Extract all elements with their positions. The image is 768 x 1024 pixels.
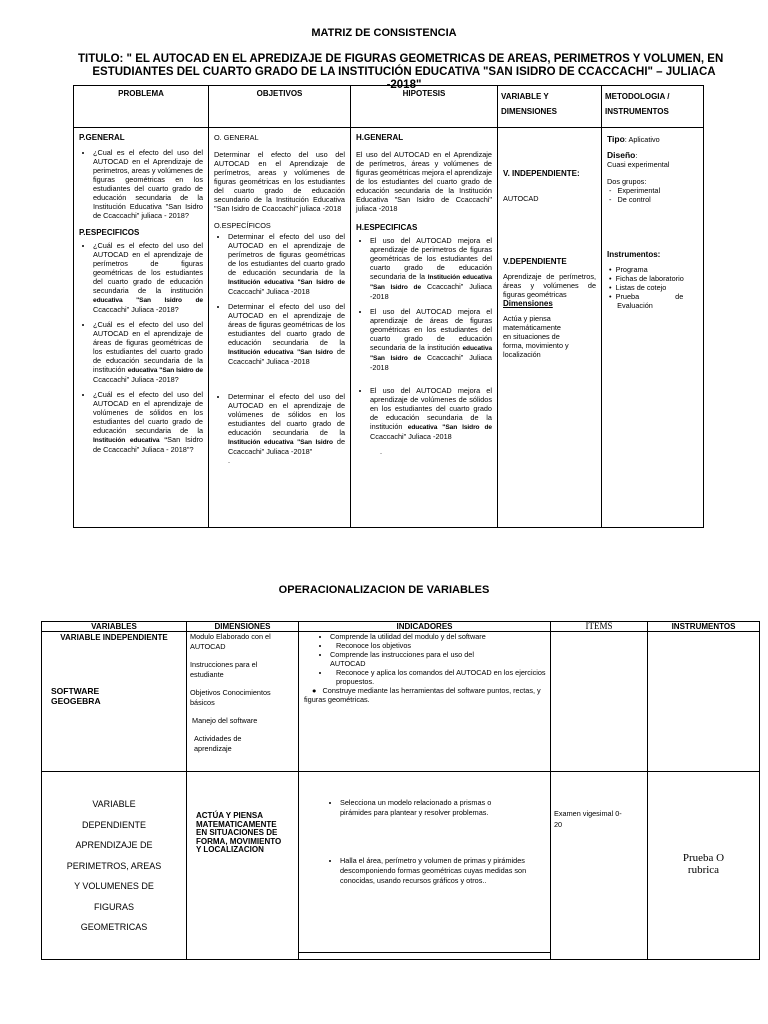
objetivo-esp2-text: Determinar el efecto del uso del AUTOCAD en el aprendizaje de áreas de figuras geométricas de los estudiantes del cuarto grado de educación secundaria de la [228,302,345,347]
header-problema: PROBLEMA [74,86,209,128]
variable-dep-text: Aprendizaje de perímetros, áreas y volúmenes de figuras geométricas [503,272,596,299]
tipo-label: Tipo [607,134,625,144]
problema-esp2-text: ¿Cuál es el efecto del uso del AUTOCAD en el aprendizaje de áreas de figuras geométricas de los estudiantes del cuarto grado de educación secundaria de la institución [93,320,203,374]
hipotesis-esp3-end: Ccaccachi" Juliaca -2018 [370,432,452,441]
variable-cell [498,128,602,528]
variable-dep-title: V.DEPENDIENTE [503,257,567,266]
instrumento-item: • Fichas de laboratorio [609,274,684,283]
hipotesis-especifica-2 [370,307,492,372]
row1-indicador-item: • Reconoce los objetivos [330,641,547,650]
row2-variable-line: GEOMETRICAS [80,922,148,932]
objetivo-esp1-end: Ccaccachi" Juliaca -2018 [228,287,310,296]
objetivos-especificos-title: O.ESPECÍFICOS [214,221,271,230]
hipotesis-general-text: El uso del AUTOCAD en el Aprendizaje de perímetros, áreas y volúmenes de figuras geométricas mejora el aprendizaje de los estudiantes del cuarto grado de educación secundaria de la Institución Educativa "San Isidro de Ccaccachi" juliaca -2018 [356,150,492,213]
instrumento-item: • Listas de cotejo [609,283,667,292]
problema-esp1-end: Ccaccachi" Juliaca -2018? [93,305,179,314]
row1-indicador-item: • Comprende las instrucciones para el uso del AUTOCAD [330,650,480,668]
row2-items-cell [551,772,648,960]
row2-variable-line: FIGURAS [93,901,134,912]
row2-indicador-item: • Halla el área, perímetro y volumen de primas y pirámides descomponiendo formas geométricas cuyas medidas son conocidas, usando recursos gráficos y otros.. [340,856,530,886]
header-items: ITEMS [551,622,648,632]
operacionalizacion-row-2 [42,772,760,960]
operacionalizacion-row-1 [42,632,760,772]
header-hipotesis: HIPOTESIS [351,86,498,128]
header-indicadores: INDICADORES [299,622,551,632]
operacionalizacion-header-row [42,622,760,632]
hipotesis-dot: . [380,447,383,456]
grupo-2: - De control [609,195,651,204]
consistency-matrix-table [73,85,704,528]
row2-variable-cell [42,772,187,960]
problema-esp2-inst: educativa "San Isidro de [127,367,203,374]
row2-dimension-cell [187,772,299,960]
row2-instrumentos: Prueba O rubrica [682,852,725,876]
research-title-line1: TITULO: " EL AUTOCAD EN EL APREDIZAJE DE FIGURAS GEOMETRICAS DE AREAS, PERIMETROS Y VOLUMEN, EN [78,53,724,65]
problema-esp2-end: Ccaccachi" Juliaca -2018? [93,375,179,384]
row2-instrumentos-cell [648,772,760,960]
matrix-body-row [74,128,704,528]
objetivo-esp3-inst: Institución educativa "San Isidro [228,439,333,446]
problema-general-item: • ¿Cual es el efecto del uso del AUTOCAD en el Aprendizaje de perimetros, areas y volúmenes de figuras geométricas en los estudiantes del cuarto grado de educación secundaria de la Institución Educativa "San Isidro de Ccaccachi" juliaca - 2018? [93,148,203,220]
objetivos-general-text: Determinar el efecto del uso del AUTOCAD en el Aprendizaje de perímetros, areas y volúmenes de figuras geométricas en los estudiantes del cuarto grado de educación secundario de la Institución Educativa "San Isidro de Ccaccachi" juliaca -2018 [214,150,345,213]
objetivo-especifico-2 [228,302,345,366]
hipotesis-esp3-text: El uso del AUTOCAD mejora el aprendizaje de volúmenes de sólidos en los estudiantes del cuarto grado de educación secundaria de la institución [370,386,492,431]
problema-esp3-end: San Isidro de Ccaccachi" Juliaca - 2018"? [93,435,203,454]
objetivos-cell [209,128,351,528]
header-dimensiones: DIMENSIONES [187,622,299,632]
hipotesis-esp2-end: Ccaccachi" Juliaca -2018 [370,353,492,372]
diseno-colon: : [635,151,638,160]
objetivo-esp2-inst: Institución educativa "San Isidro [228,349,333,356]
objetivos-general-title: O. GENERAL [214,133,259,142]
objetivo-especifico-1 [228,232,345,296]
variable-dimensiones-title: Dimensiones [503,299,553,308]
hipotesis-esp1-text: El uso del AUTOCAD mejora el aprendizaje de perimetros de figuras geométricas de los estudiantes del cuarto grado de educación secundaria de la [370,236,492,281]
operacionalizacion-table [41,621,760,960]
variable-dimensiones-text: Actúa y piensa matemáticamente en situaciones de forma, movimiento y localización [503,314,569,359]
instrumento-item: • Programa [609,265,648,274]
objetivo-esp3-text: Determinar el efecto del uso del AUTOCAD en el aprendizaje de volúmenes de sólidos en los estudiantes del cuarto grado de educación secundaria de la [228,392,345,437]
row2-variable-line: PERIMETROS, AREAS [66,860,162,871]
row1-dimensiones-cell [187,632,299,772]
problema-esp1-text: ¿Cuál es el efecto del uso del AUTOCAD en el aprendizaje de perímetros de figuras geométricas de los estudiantes del cuarto grado de educación secundaria de la institución [93,241,203,295]
row2-items: Examen vigesimal 0-20 [554,809,622,829]
row2-variable-line: Y VOLUMENES DE [74,881,154,891]
row2-indicador-item: • Selecciona un modelo relacionado a prismas o pirámides para plantear y resolver problemas. [340,798,520,818]
row1-dimension-item: Objetivos Conocimientos básicos [190,688,271,707]
hipotesis-esp3-inst: educativa "San Isidro de [407,424,492,431]
instrumento-item: • Prueba de [609,292,684,301]
hipotesis-especificas-title: H.ESPECIFICAS [356,223,418,232]
matrix-header-row [74,86,704,128]
problema-cell [74,128,209,528]
diseno-label: Diseño [607,150,636,160]
row2-variable [45,774,183,938]
metodologia-cell [602,128,704,528]
objetivo-esp1-inst: Institución educativa "San Isidro de [228,279,345,286]
objetivo-esp3-end: de Ccaccachi" Juliaca -2018" [228,437,346,456]
problema-especifico-1 [93,241,203,314]
row1-items-cell [551,632,648,772]
problema-especificos-title: P.ESPECIFICOS [79,228,140,237]
hipotesis-esp2-text: El uso del AUTOCAD mejora el aprendizaje de áreas de figuras geométricas en los estudiantes del cuarto grado de educación secundaria de la institución [370,307,492,352]
row1-dimension-item: Modulo Elaborado con el AUTOCAD [190,632,271,651]
problema-esp3-inst: Institución educativa " [93,437,168,444]
row1-indicador-item: • Comprende la utilidad del modulo y del software [330,632,490,641]
header-objetivos: OBJETIVOS [209,86,351,128]
problema-especifico-2 [93,320,203,384]
row1-dimension-item: Actividades de aprendizaje [194,734,242,753]
row2-divider-line [299,952,550,953]
variable-indep-title: V. INDEPENDIENTE: [503,169,580,178]
tipo-value: : Aplicativo [624,135,660,144]
instrumento-3: Prueba de [615,292,684,301]
hipotesis-esp2-inst: educativa "San Isidro de [370,345,492,362]
variable-indep-value: AUTOCAD [503,194,539,203]
matrix-title: MATRIZ DE CONSISTENCIA [311,27,457,39]
hipotesis-esp1-end: Ccaccachi" Juliaca -2018 [370,282,492,301]
header-metodologia: METODOLOGIA / INSTRUMENTOS [602,86,704,128]
metodologia-tipo [607,135,698,144]
row2-variable-line: VARIABLE [92,799,136,809]
header-instrumentos: INSTRUMENTOS [648,622,760,632]
row2-dimension: ACTÚA Y PIENSA MATEMATICAMENTE EN SITUACIONES DE FORMA, MOVIMIENTO Y LOCALIZACION [196,811,282,854]
operacionalizacion-title: OPERACIONALIZACION DE VARIABLES [278,584,490,596]
metodologia-diseno [607,151,698,160]
row2-indicadores-cell [299,772,551,960]
instrumento-1: Fichas de laboratorio [615,274,684,283]
diseno-value: Cuasi experimental [607,160,670,169]
problema-esp3-text: ¿Cuál es el efecto del uso del AUTOCAD en el aprendizaje de volúmenes de sólidos en los estudiantes del cuarto grado de educación secundaria de la [93,390,203,435]
grupos-label: Dos grupos: [607,177,647,186]
instrumentos-label: Instrumentos: [607,250,661,259]
header-variable: VARIABLE Y DIMENSIONES [498,86,602,128]
hipotesis-especifica-1 [370,236,492,301]
objetivo-dot: . [228,456,231,465]
row1-indicador-last: ● Construye mediante las herramientas del software puntos, rectas, y figuras geométricas. [304,686,541,704]
objetivo-esp2-end: de Ccaccachi" Juliaca -2018 [228,347,346,366]
row1-dimension-item: Instrucciones para el estudiante [190,660,258,679]
row1-indicador-item: • Reconoce y aplica los comandos del AUTOCAD en los ejercicios propuestos. [330,668,547,686]
problema-esp1-inst: educativa "San Isidro de [93,297,203,304]
problema-general-title: P.GENERAL [79,133,125,142]
instrumento-2: Listas de cotejo [615,283,667,292]
row1-dimension-item: Manejo del software [192,716,258,725]
instrumento-0: Programa [615,265,648,274]
row1-variable-cell [42,632,187,772]
research-title-line2: ESTUDIANTES DEL CUARTO GRADO DE LA INSTITUCIÓN EDUCATIVA "SAN ISIDRO DE CCACCACHI" – JULIACA -2018" [92,66,716,91]
row1-variable-name: SOFTWARE GEOGEBRA [51,686,101,706]
row2-variable-line: DEPENDIENTE [81,819,146,830]
hipotesis-general-title: H.GENERAL [356,133,404,142]
grupo-1: - Experimental [609,186,661,195]
grupo-2-text: De control [617,195,651,204]
grupo-1-text: Experimental [617,186,661,195]
row2-variable-line: APRENDIZAJE DE [75,840,153,850]
row1-variable-title: VARIABLE INDEPENDIENTE [60,633,168,642]
instrumento-4: Evaluación [617,301,653,310]
objetivo-esp1-text: Determinar el efecto del uso del AUTOCAD en el aprendizaje de perímetros de figuras geométricas de los estudiantes del cuarto grado de educación secundaria de la [228,232,345,277]
hipotesis-especifica-3 [370,386,492,441]
instrumento-item [609,301,698,310]
objetivo-especifico-3 [228,392,345,465]
row1-instrumentos-cell [648,632,760,772]
header-variables: VARIABLES [42,622,187,632]
problema-especifico-3 [93,390,203,454]
row1-indicadores-cell [299,632,551,772]
row1-indicador-5: Construye mediante las herramientas del software puntos, rectas, y figuras geométricas. [304,686,541,704]
hipotesis-esp1-inst: Institución educativa "San Isidro de [370,274,492,291]
hipotesis-cell [351,128,498,528]
